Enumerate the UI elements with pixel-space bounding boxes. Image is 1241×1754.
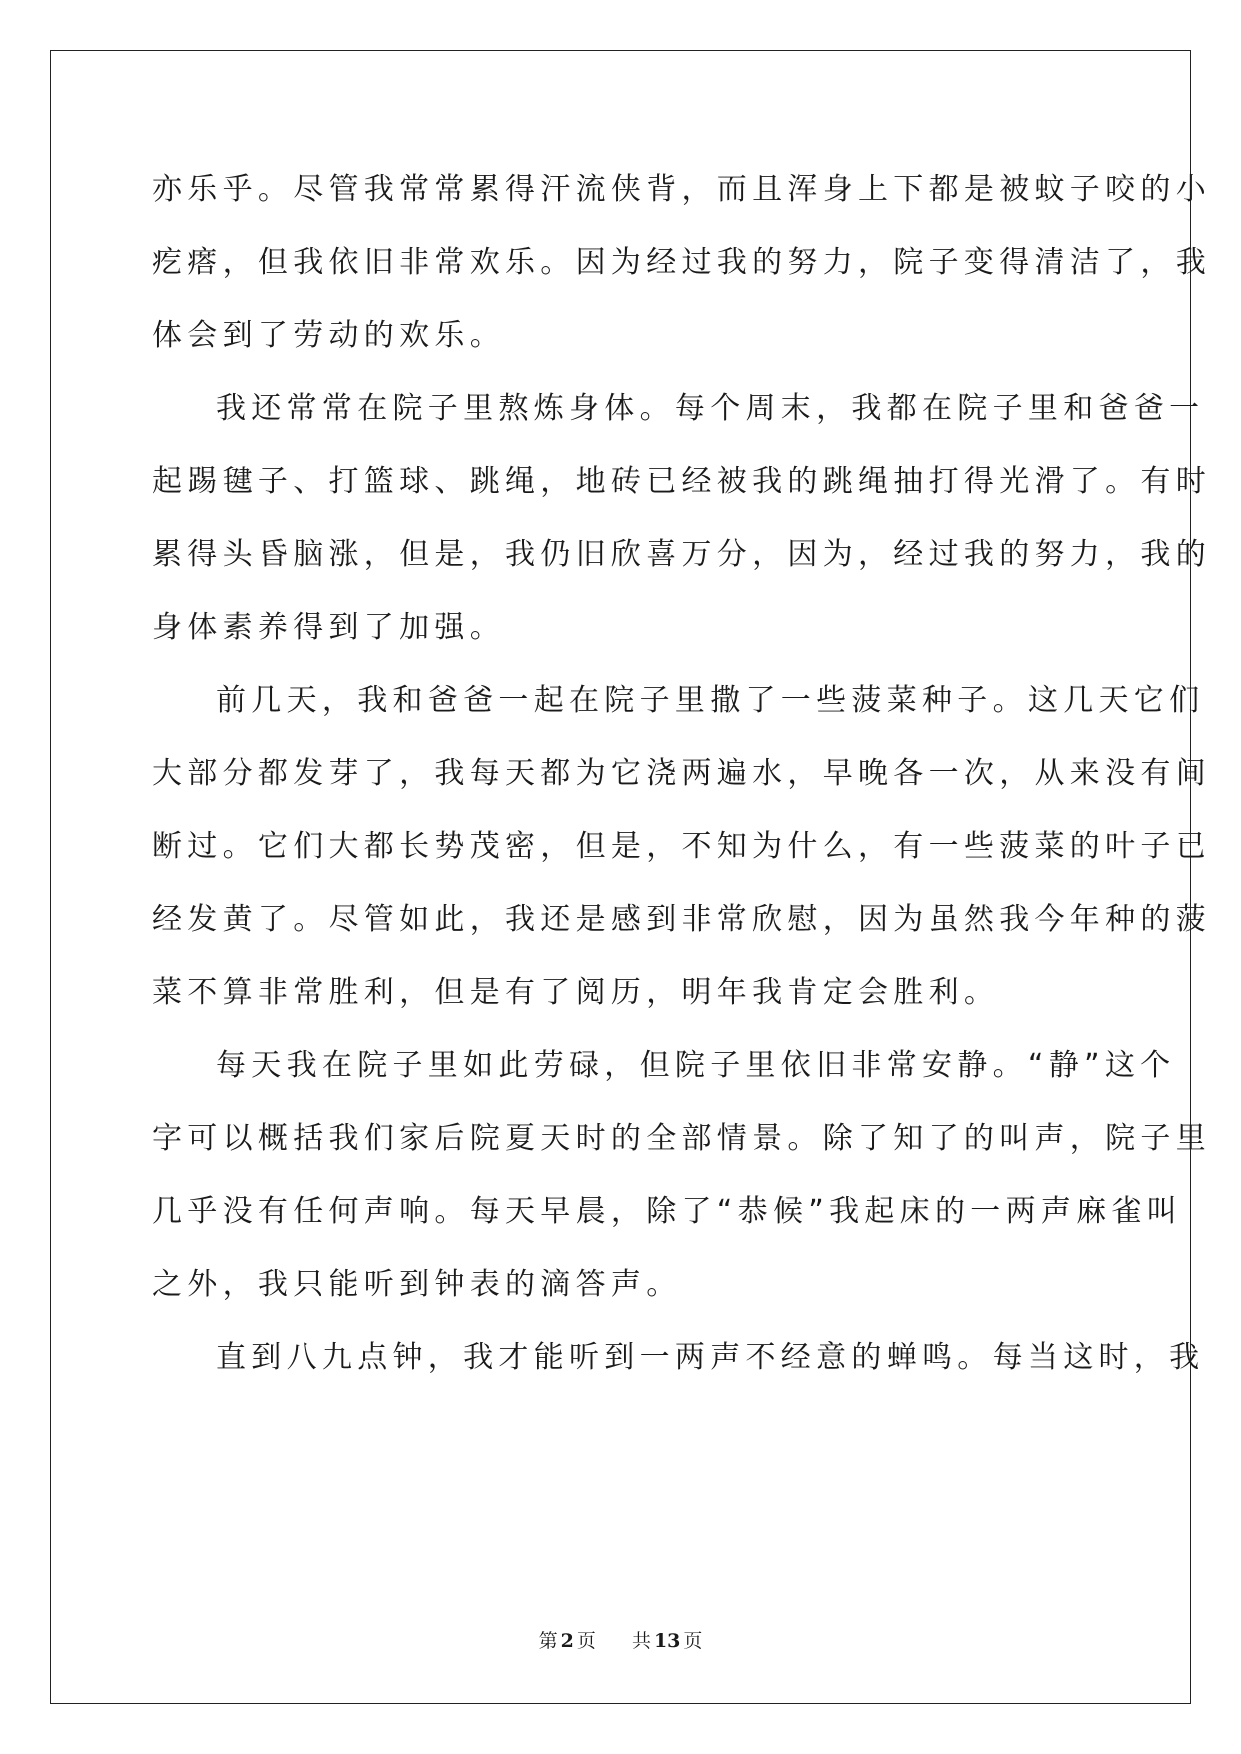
- page-footer: [0, 1626, 1241, 1653]
- text-line: 几乎没有任何声响。每天早晨，除了“恭候”我起床的一两声麻雀叫: [152, 1194, 1183, 1229]
- text-line: 菜不算非常胜利，但是有了阅历，明年我肯定会胜利。: [152, 975, 1000, 1010]
- page-number-current: 第 2 页: [538, 1630, 596, 1652]
- paragraph-first-line: 我还常常在院子里熬炼身体。每个周末，我都在院子里和爸爸一: [216, 391, 1205, 426]
- paragraph-first-line: 前几天，我和爸爸一起在院子里撒了一些菠菜种子。这几天它们: [216, 683, 1205, 718]
- text-line: 身体素养得到了加强。: [152, 610, 505, 645]
- text-line: 大部分都发芽了，我每天都为它浇两遍水，早晚各一次，从来没有间: [152, 756, 1211, 791]
- document-body: [152, 160, 1211, 1401]
- text-line: 累得头昏脑涨，但是，我仍旧欣喜万分，因为，经过我的努力，我的: [152, 537, 1211, 572]
- text-line: 起踢毽子、打篮球、跳绳，地砖已经被我的跳绳抽打得光滑了。有时: [152, 464, 1211, 499]
- text-line: 亦乐乎。尽管我常常累得汗流侠背，而且浑身上下都是被蚊子咬的小: [152, 172, 1211, 207]
- paragraph-first-line: 每天我在院子里如此劳碌，但院子里依旧非常安静。“静”这个: [216, 1048, 1176, 1083]
- text-line: 疙瘩，但我依旧非常欢乐。因为经过我的努力，院子变得清洁了，我: [152, 245, 1211, 280]
- text-line: 断过。它们大都长势茂密，但是，不知为什么，有一些菠菜的叶子已: [152, 829, 1211, 864]
- paragraph-first-line: 直到八九点钟，我才能听到一两声不经意的蝉鸣。每当这时，我: [216, 1340, 1205, 1375]
- text-line: 经发黄了。尽管如此，我还是感到非常欣慰，因为虽然我今年种的菠: [152, 902, 1211, 937]
- text-line: 之外，我只能听到钟表的滴答声。: [152, 1267, 682, 1302]
- page-number-total: 共 13 页: [631, 1630, 703, 1652]
- text-line: 体会到了劳动的欢乐。: [152, 318, 505, 353]
- text-line: 字可以概括我们家后院夏天时的全部情景。除了知了的叫声，院子里: [152, 1121, 1211, 1156]
